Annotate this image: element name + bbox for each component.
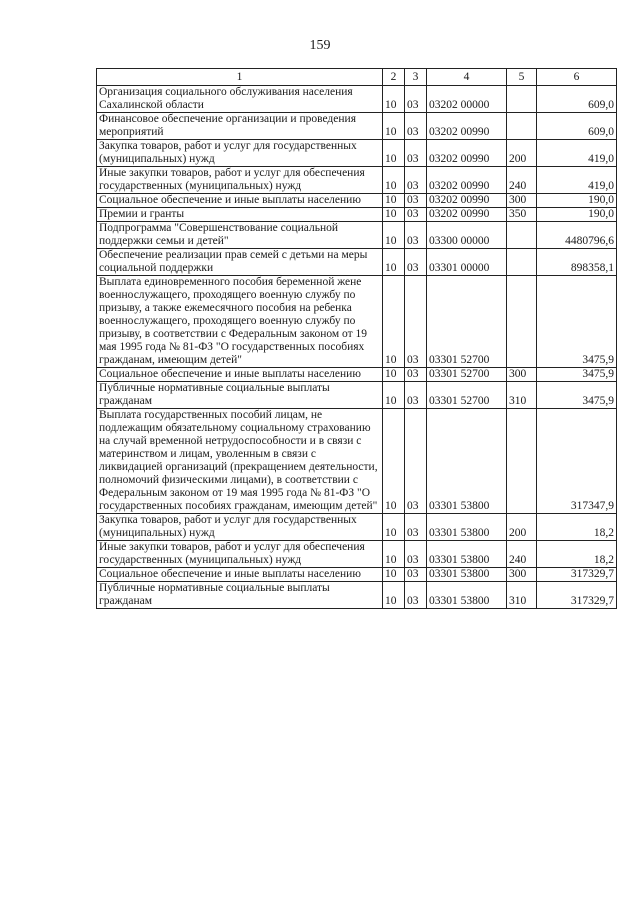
row-name-cell: Иные закупки товаров, работ и услуг для обеспечения государственных (муниципальных) нужд [97, 167, 383, 194]
expense-type-cell: 240 [507, 541, 537, 568]
row-name-cell: Подпрограмма "Совершенствование социальной поддержки семьи и детей" [97, 222, 383, 249]
amount-cell: 609,0 [537, 113, 617, 140]
amount-cell: 18,2 [537, 541, 617, 568]
target-article-cell: 03202 00990 [427, 140, 507, 167]
table-row [97, 582, 617, 609]
amount-cell: 3475,9 [537, 276, 617, 368]
amount-cell: 317329,7 [537, 568, 617, 582]
target-article-cell: 03301 53800 [427, 514, 507, 541]
section-code-cell: 10 [383, 368, 405, 382]
amount-cell: 609,0 [537, 86, 617, 113]
expense-type-cell [507, 113, 537, 140]
table-row [97, 167, 617, 194]
table-body [97, 86, 617, 609]
table-row [97, 194, 617, 208]
amount-cell: 317329,7 [537, 582, 617, 609]
target-article-cell: 03202 00990 [427, 208, 507, 222]
section-code-cell: 10 [383, 222, 405, 249]
row-name-cell: Выплата единовременного пособия беременной жене военнослужащего, проходящего военную службу по призыву, а также ежемесячного пособия на ребенка военнослужащего, проходящего военную службу по призыву, в соответствии с Федеральным законом от 19 мая 1995 года № 81-ФЗ "О государственных пособиях гражданам, имеющим детей" [97, 276, 383, 368]
row-name-cell: Закупка товаров, работ и услуг для государственных (муниципальных) нужд [97, 514, 383, 541]
target-article-cell: 03301 53800 [427, 541, 507, 568]
row-name-cell: Социальное обеспечение и иные выплаты населению [97, 194, 383, 208]
table-row [97, 222, 617, 249]
target-article-cell: 03301 52700 [427, 382, 507, 409]
target-article-cell: 03301 53800 [427, 568, 507, 582]
expense-type-cell: 300 [507, 368, 537, 382]
section-code-cell: 10 [383, 208, 405, 222]
subsection-code-cell: 03 [405, 276, 427, 368]
section-code-cell: 10 [383, 86, 405, 113]
subsection-code-cell: 03 [405, 222, 427, 249]
table-header-row [97, 69, 617, 86]
table-row [97, 541, 617, 568]
row-name-cell: Публичные нормативные социальные выплаты гражданам [97, 382, 383, 409]
subsection-code-cell: 03 [405, 140, 427, 167]
target-article-cell: 03301 00000 [427, 249, 507, 276]
expense-type-cell: 300 [507, 568, 537, 582]
section-code-cell: 10 [383, 568, 405, 582]
column-header: 4 [427, 69, 507, 86]
row-name-cell: Премии и гранты [97, 208, 383, 222]
row-name-cell: Иные закупки товаров, работ и услуг для обеспечения государственных (муниципальных) нужд [97, 541, 383, 568]
amount-cell: 3475,9 [537, 368, 617, 382]
page-number: 159 [309, 38, 331, 53]
column-header: 6 [537, 69, 617, 86]
subsection-code-cell: 03 [405, 382, 427, 409]
row-name-cell: Организация социального обслуживания населения Сахалинской области [97, 86, 383, 113]
section-code-cell: 10 [383, 113, 405, 140]
target-article-cell: 03202 00000 [427, 86, 507, 113]
amount-cell: 4480796,6 [537, 222, 617, 249]
target-article-cell: 03202 00990 [427, 194, 507, 208]
table-row [97, 368, 617, 382]
subsection-code-cell: 03 [405, 368, 427, 382]
target-article-cell: 03301 53800 [427, 409, 507, 514]
row-name-cell: Социальное обеспечение и иные выплаты населению [97, 368, 383, 382]
section-code-cell: 10 [383, 382, 405, 409]
row-name-cell: Закупка товаров, работ и услуг для государственных (муниципальных) нужд [97, 140, 383, 167]
section-code-cell: 10 [383, 167, 405, 194]
subsection-code-cell: 03 [405, 514, 427, 541]
expense-type-cell: 310 [507, 382, 537, 409]
target-article-cell: 03301 53800 [427, 582, 507, 609]
subsection-code-cell: 03 [405, 208, 427, 222]
expense-type-cell [507, 409, 537, 514]
section-code-cell: 10 [383, 514, 405, 541]
subsection-code-cell: 03 [405, 249, 427, 276]
expense-type-cell: 240 [507, 167, 537, 194]
table-row [97, 208, 617, 222]
target-article-cell: 03202 00990 [427, 113, 507, 140]
row-name-cell: Социальное обеспечение и иные выплаты населению [97, 568, 383, 582]
expense-type-cell [507, 276, 537, 368]
amount-cell: 898358,1 [537, 249, 617, 276]
budget-table [96, 68, 617, 609]
expense-type-cell: 300 [507, 194, 537, 208]
column-header: 1 [97, 69, 383, 86]
subsection-code-cell: 03 [405, 568, 427, 582]
row-name-cell: Выплата государственных пособий лицам, не подлежащим обязательному социальному страхованию на случай временной нетрудоспособности и в связи с материнством и лицам, уволенным в связи с ликвидацией организаций (прекращением деятельности, полномочий физическими лицами), в соответствии с Федеральным законом от 19 мая 1995 года № 81-ФЗ "О государственных пособиях гражданам, имеющим детей" [97, 409, 383, 514]
target-article-cell: 03300 00000 [427, 222, 507, 249]
amount-cell: 3475,9 [537, 382, 617, 409]
subsection-code-cell: 03 [405, 194, 427, 208]
subsection-code-cell: 03 [405, 541, 427, 568]
section-code-cell: 10 [383, 140, 405, 167]
amount-cell: 190,0 [537, 194, 617, 208]
target-article-cell: 03301 52700 [427, 368, 507, 382]
section-code-cell: 10 [383, 276, 405, 368]
table-row [97, 86, 617, 113]
expense-type-cell: 350 [507, 208, 537, 222]
section-code-cell: 10 [383, 582, 405, 609]
expense-type-cell: 200 [507, 514, 537, 541]
table-row [97, 382, 617, 409]
amount-cell: 419,0 [537, 167, 617, 194]
table-row [97, 514, 617, 541]
table-row [97, 249, 617, 276]
table-row [97, 409, 617, 514]
column-header: 5 [507, 69, 537, 86]
target-article-cell: 03301 52700 [427, 276, 507, 368]
row-name-cell: Публичные нормативные социальные выплаты гражданам [97, 582, 383, 609]
expense-type-cell [507, 222, 537, 249]
table-row [97, 276, 617, 368]
column-header: 3 [405, 69, 427, 86]
expense-type-cell [507, 86, 537, 113]
subsection-code-cell: 03 [405, 409, 427, 514]
section-code-cell: 10 [383, 541, 405, 568]
row-name-cell: Финансовое обеспечение организации и проведения мероприятий [97, 113, 383, 140]
section-code-cell: 10 [383, 409, 405, 514]
row-name-cell: Обеспечение реализации прав семей с детьми на меры социальной поддержки [97, 249, 383, 276]
expense-type-cell: 200 [507, 140, 537, 167]
section-code-cell: 10 [383, 249, 405, 276]
amount-cell: 190,0 [537, 208, 617, 222]
table-row [97, 140, 617, 167]
amount-cell: 317347,9 [537, 409, 617, 514]
amount-cell: 18,2 [537, 514, 617, 541]
column-header: 2 [383, 69, 405, 86]
amount-cell: 419,0 [537, 140, 617, 167]
subsection-code-cell: 03 [405, 113, 427, 140]
table-row [97, 568, 617, 582]
target-article-cell: 03202 00990 [427, 167, 507, 194]
expense-type-cell: 310 [507, 582, 537, 609]
subsection-code-cell: 03 [405, 167, 427, 194]
subsection-code-cell: 03 [405, 86, 427, 113]
section-code-cell: 10 [383, 194, 405, 208]
subsection-code-cell: 03 [405, 582, 427, 609]
table-row [97, 113, 617, 140]
expense-type-cell [507, 249, 537, 276]
